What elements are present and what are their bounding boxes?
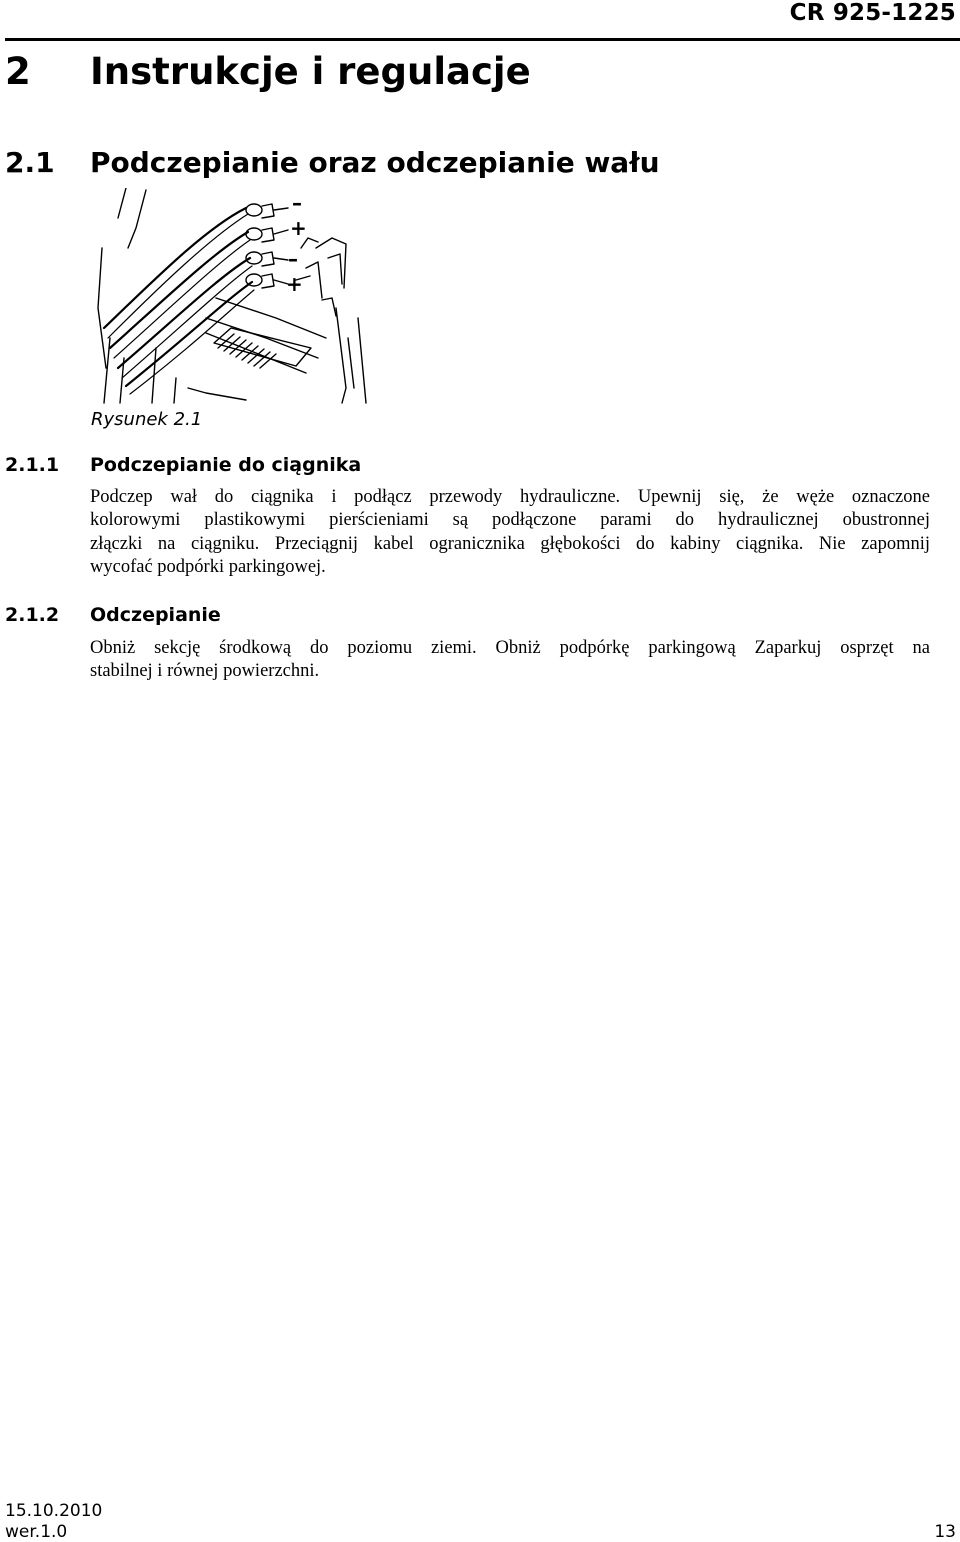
paragraph-line: stabilnej i równej powierzchni. [90,661,320,682]
paragraph-line: kolorowymi plastikowymi pierścieniami są podłączone parami do hydraulicznej obustronnej [90,510,930,531]
subsection-number: 2.1.2 [5,604,60,626]
hydraulic-hoses-figure [96,188,374,406]
paragraph-line: wycofać podpórki parkingowej. [90,556,326,577]
figure-caption: Rysunek 2.1 [91,409,203,430]
paragraph-line: złączki na ciągniku. Przeciągnij kabel ogranicznika głębokości do kabiny ciągnika. Nie zapomnij [90,533,930,554]
section-title: Podczepianie oraz odczepianie wału [90,146,660,179]
paragraph-line: Obniż sekcję środkową do poziomu ziemi. Obniż podpórkę parkingową Zaparkuj osprzęt na [90,638,930,658]
hose-marker-minus: – [292,191,302,215]
subsection-number: 2.1.1 [5,454,60,476]
paragraph-line: Podczep wał do ciągnika i podłącz przewody hydrauliczne. Upewnij się, że węże oznaczone [90,487,930,507]
hydraulic-hoses-drawing [96,188,374,406]
hose-marker-plus: + [286,272,303,296]
hose-marker-minus: – [288,247,298,271]
document-code: CR 925-1225 [789,0,956,26]
section-number: 2.1 [5,146,55,179]
chapter-title: Instrukcje i regulacje [90,50,531,93]
subsection-paragraph [90,486,930,579]
subsection-paragraph [90,637,930,684]
hose-marker-plus: + [290,216,307,240]
page-number: 13 [934,1522,956,1542]
subsection-title: Podczepianie do ciągnika [90,454,362,476]
chapter-number: 2 [5,50,31,93]
footer-date: 15.10.2010 [5,1501,103,1521]
subsection-title: Odczepianie [90,604,221,626]
header-rule [5,38,960,41]
footer-version: wer.1.0 [5,1522,68,1542]
